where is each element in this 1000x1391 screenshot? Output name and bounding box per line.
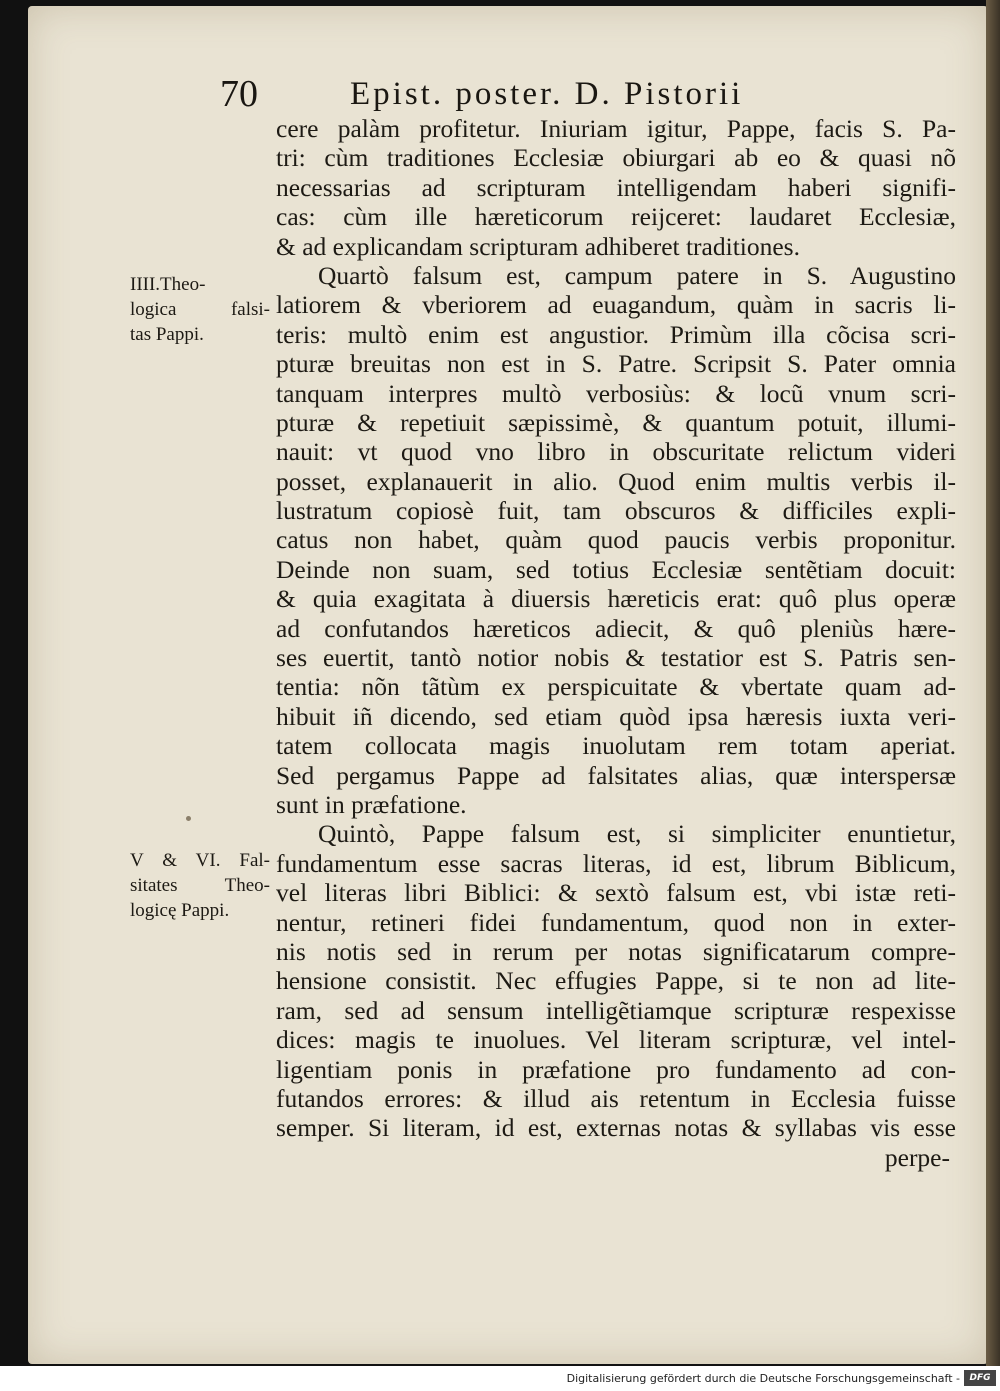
text-line: futandos errores: & illud ais retentum in Ecclesia fuisse <box>276 1083 956 1113</box>
text-line: fundamentum esse sacras literas, id est, librum Biblicum, <box>276 848 956 878</box>
text-line: posset, explanauerit in alio. Quod enim multis verbis il- <box>276 466 956 496</box>
text-line: latiorem & vberiorem ad euagandum, quàm in sacris li- <box>276 290 956 320</box>
text-line: hensione consistit. Nec effugies Pappe, si te non ad lite- <box>276 966 956 996</box>
text-line: ses euertit, tantò notior nobis & testatior est S. Patris sen- <box>276 643 956 673</box>
text-line: sunt in præfatione. <box>276 789 467 819</box>
text-line: & ad explicandam scripturam adhiberet traditiones. <box>276 231 800 261</box>
text-line: semper. Si literam, id est, externas notas & syllabas vis esse <box>276 1113 956 1143</box>
footer <box>0 1366 1000 1391</box>
margin-note-line: logica falsi- <box>130 299 270 320</box>
text-line: Quintò, Pappe falsum est, si simpliciter enuntietur, <box>318 819 956 849</box>
dfg-logo-icon: DFG <box>964 1370 996 1386</box>
text-line: tatem collocata magis inuolutam rem totam aperiat. <box>276 731 956 761</box>
margin-note-line: V & VI. Fal- <box>130 850 270 871</box>
text-line: nauit: vt quod vno libro in obscuritate relictum videri <box>276 437 956 467</box>
text-line: lustratum copiosè fuit, tam obscuros & difficiles expli- <box>276 496 956 526</box>
text-line: Quartò falsum est, campum patere in S. Augustino <box>318 260 956 290</box>
text-line: cas: cùm ille hæreticorum reijceret: laudaret Ecclesiæ, <box>276 202 956 232</box>
running-head: Epist. poster. D. Pistorii <box>350 76 744 112</box>
catchword: perpe- <box>884 1142 950 1172</box>
text-line: necessarias ad scripturam intelligendam haberi signifi- <box>276 172 956 202</box>
margin-note-line: logicę Pappi. <box>130 900 230 921</box>
margin-note-line: IIII.Theo- <box>130 274 206 295</box>
margin-note-line: tas Pappi. <box>130 324 204 345</box>
text-line: vel literas libri Biblici: & sextò falsum est, vbi istæ reti- <box>276 878 956 908</box>
text-line: tri: cùm traditiones Ecclesiæ obiurgari ab eo & quasi nõ <box>276 143 956 173</box>
text-line: tentia: nõn tãtùm ex perspicuitate & vbertate quam ad- <box>276 672 956 702</box>
text-line: pturæ & repetiuit sæpissimè, & quantum potuit, illumi- <box>276 407 956 437</box>
page-header <box>220 72 880 116</box>
text-line: ad confutandos hæreticos adiecit, & quô pleniùs hære- <box>276 613 956 643</box>
text-line: cere palàm profitetur. Iniuriam igitur, Pappe, facis S. Pa- <box>276 114 956 143</box>
text-line: ram, sed ad sensum intelligẽtiamque scripturæ respexisse <box>276 995 956 1025</box>
text-line: Sed pergamus Pappe ad falsitates alias, quæ interspersæ <box>276 760 956 790</box>
text-line: catus non habet, quàm quod paucis verbis proponitur. <box>276 525 956 555</box>
text-line: pturæ breuitas non est in S. Patre. Scripsit S. Pater omnia <box>276 349 956 379</box>
text-line: Deinde non suam, sed totius Ecclesiæ sentẽtiam docuit: <box>276 554 956 584</box>
page-number: 70 <box>220 73 258 115</box>
digitization-credit: Digitalisierung gefördert durch die Deutsche Forschungsgemeinschaft - <box>566 1372 960 1385</box>
margin-note-v-vi <box>130 848 270 923</box>
text-line: nis notis sed in rerum per notas significatarum compre- <box>276 936 956 966</box>
margin-note-iiii <box>130 272 270 347</box>
text-line: & quia exagitata à diuersis hæreticis erat: quô plus operæ <box>276 584 956 614</box>
text-line: ligentiam ponis in præfatione pro fundamento ad con- <box>276 1054 956 1084</box>
text-line: tanquam interpres multò verbosiùs: & locũ vnum scri- <box>276 378 956 408</box>
ink-spot <box>186 816 191 821</box>
text-line: nentur, retineri fidei fundamentum, quod non in exter- <box>276 907 956 937</box>
margin-note-line: sitates Theo- <box>130 875 270 896</box>
text-line: teris: multò enim est angustior. Primùm illa cõcisa scri- <box>276 319 956 349</box>
body-text <box>276 114 956 1172</box>
text-line: hibuit iñ dicendo, sed etiam quòd ipsa hæresis iuxta veri- <box>276 701 956 731</box>
page-edge <box>986 0 1000 1366</box>
text-line: dices: magis te inuolues. Vel literam scripturæ, vel intel- <box>276 1025 956 1055</box>
